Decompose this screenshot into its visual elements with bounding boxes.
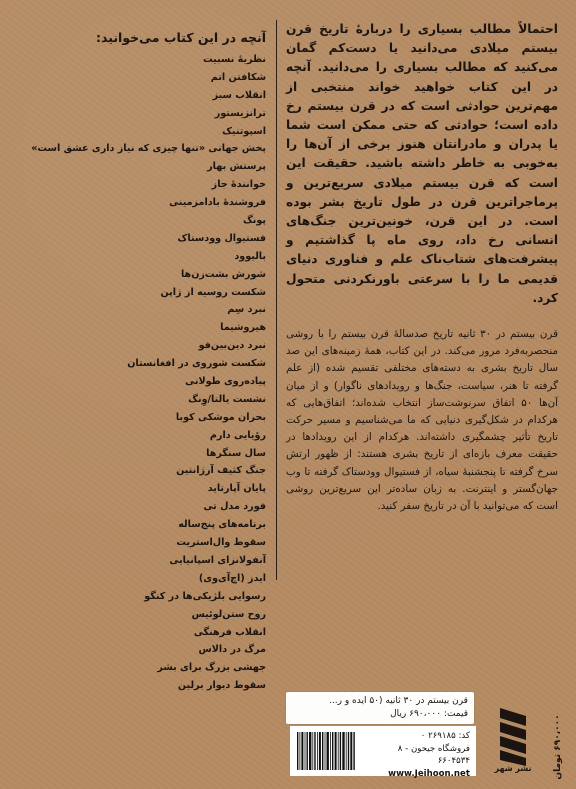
- sticker-price: قیمت: ۶۹۰،۰۰۰ ریال: [390, 709, 468, 719]
- topic-item: روح ستن‌لوئیس: [191, 608, 266, 620]
- topic-item: اسپوتنیک: [222, 125, 266, 137]
- topic-item: مرگ در دالاس: [198, 644, 266, 656]
- barcode-text: [358, 730, 470, 780]
- barcode-code: کد: ۲۶۹۱۸۵ ۰: [420, 731, 470, 741]
- topic-item: نبرد دین‌بین‌فو: [198, 340, 266, 352]
- barcode-number: ۶۶۰۴۵۳۴: [437, 756, 470, 767]
- topic-item: فستیوال وودستاک: [177, 232, 266, 244]
- description-paragraph: قرن بیستم در ۳۰ ثانیه تاریخ صدسالۀ قرن بیستم را با روشی منحصربه‌فرد مرور می‌کند. در این کتاب، همۀ زمینه‌های این صد سال تاریخ بشری به دسته‌های مختلفی تقسیم شده (از علم گرفته تا هنر، سیاست، جنگ‌ها و رویدادهای ناگوار) و از میان آن‌ها ۵۰ اتفاق سرنوشت‌ساز انتخاب شده‌اند؛ اتفاق‌هایی که هرکدام در شکل‌گیری دنیایی که ما می‌شناسیم و مسیر حرکت تاریخ تأثیر چشمگیری داشته‌اند. هرکدام از این رویدادها در حقیقت معرف بازه‌ای از تاریخ بشری هستند: از ظهور ارتش سرخ گرفته تا پنجشنبۀ سیاه، از فستیوال وودستاک گرفته تا وب جهان‌گستر و اینترنت. به زبان ساده‌تر این سریع‌ترین روشی است که می‌توانید با آن در تاریخ سفر کنید.: [286, 328, 558, 513]
- topic-item: پرستش بهار: [207, 161, 266, 173]
- topic-item: پونگ: [242, 215, 266, 227]
- topic-item: پایان آپارتاید: [207, 483, 266, 495]
- topic-item: آنفولانزای اسپانیایی: [169, 554, 266, 566]
- topic-item: انقلاب سبز: [212, 89, 266, 101]
- publisher-logo-icon: [486, 704, 540, 768]
- topics-list: [31, 51, 266, 695]
- topic-item: بالیوود: [234, 250, 266, 262]
- topic-item: نشست یالتا/وِنگ: [188, 393, 266, 405]
- topic-item: پخش جهانی «تنها چیزی که نیاز داری عشق است»: [31, 143, 266, 155]
- cover-price: [548, 712, 568, 786]
- topic-item: شکافتن اتم: [210, 71, 266, 83]
- topic-item: ترانزیستور: [214, 107, 266, 119]
- topic-item: سقوط دیوار برلین: [177, 680, 266, 692]
- topic-item: پیاده‌روی طولانی: [185, 376, 266, 388]
- blurb-column: [286, 20, 558, 515]
- topic-item: سقوط وال‌استریت: [176, 537, 266, 549]
- topic-item: فورد مدل تی: [203, 501, 266, 513]
- topic-item: نظریۀ نسبیت: [202, 54, 266, 65]
- topic-item: انقلاب فرهنگی: [193, 626, 266, 638]
- topics-title: آنچه در این کتاب می‌خوانید:: [96, 30, 266, 45]
- topics-column: [31, 30, 266, 695]
- sticker-title: قرن بیستم در ۳۰ ثانیه (۵۰ ایده و ر...: [329, 696, 468, 706]
- topic-item: جهشی بزرگ برای بشر: [157, 662, 266, 674]
- barcode-store: فروشگاه جیحون - ۸: [397, 743, 470, 754]
- topic-item: شکست روسیه از ژاپن: [160, 286, 266, 298]
- cover-price-text: ۶۹۰،۰۰۰ تومان: [553, 714, 563, 780]
- topic-item: خوانندۀ جاز: [211, 179, 266, 191]
- topic-item: هیروشیما: [220, 322, 266, 334]
- column-divider: [276, 20, 277, 580]
- topic-item: شکست شوروی در افغانستان: [127, 358, 266, 370]
- topic-item: فروشندۀ بادامزمینی: [169, 197, 266, 209]
- intro-paragraph: احتمالاً مطالب بسیاری را دربارۀ تاریخ قرن بیستم میلادی می‌دانید یا دست‌کم گمان می‌کنید که مطالب بسیاری را می‌دانید. آنچه در این کتاب خواهید خواند منتخبی از مهم‌ترین حوادثی است که در قرن بیستم رخ داده است؛ حوادثی که حتی ممکن است شما یا پدران و مادرانتان هنوز برخی از آن‌ها را به‌خوبی به خاطر داشته باشید. حقیقت این است که قرن بیستم میلادی سریع‌ترین و پرماجراترین قرن در طول تاریخ بشر بوده است. در این قرن، خونین‌ترین جنگ‌های انسانی رخ داد، روی ماه پا گذاشتیم و پیشرفت‌های شتاب‌ناک علم و فناوری دنیای قدیمی ما را با سرعتی باورنکردنی متحول کرد.: [286, 22, 558, 305]
- topic-item: رسوایی بلژیکی‌ها در کنگو: [144, 590, 266, 602]
- topic-item: سال سنگرها: [206, 447, 266, 459]
- topic-item: رؤیایی دارم: [209, 429, 266, 441]
- price-sticker: [286, 692, 474, 724]
- topic-item: برنامه‌های پنج‌ساله: [178, 519, 266, 531]
- topic-item: جنگ کثیف آرژانتین: [176, 465, 266, 477]
- topic-item: نبرد سِم: [227, 304, 266, 316]
- topic-item: ایدز (اچ‌آی‌وی): [198, 572, 266, 584]
- topic-item: بحران موشکی کوبا: [175, 411, 266, 423]
- barcode-icon: [296, 732, 356, 770]
- publisher-name: نشر شهر: [494, 764, 532, 773]
- topic-item: شورش بشت‌زن‌ها: [180, 268, 266, 280]
- barcode-label: [290, 726, 476, 779]
- barcode-url: www.Jeihoon.net: [388, 768, 470, 779]
